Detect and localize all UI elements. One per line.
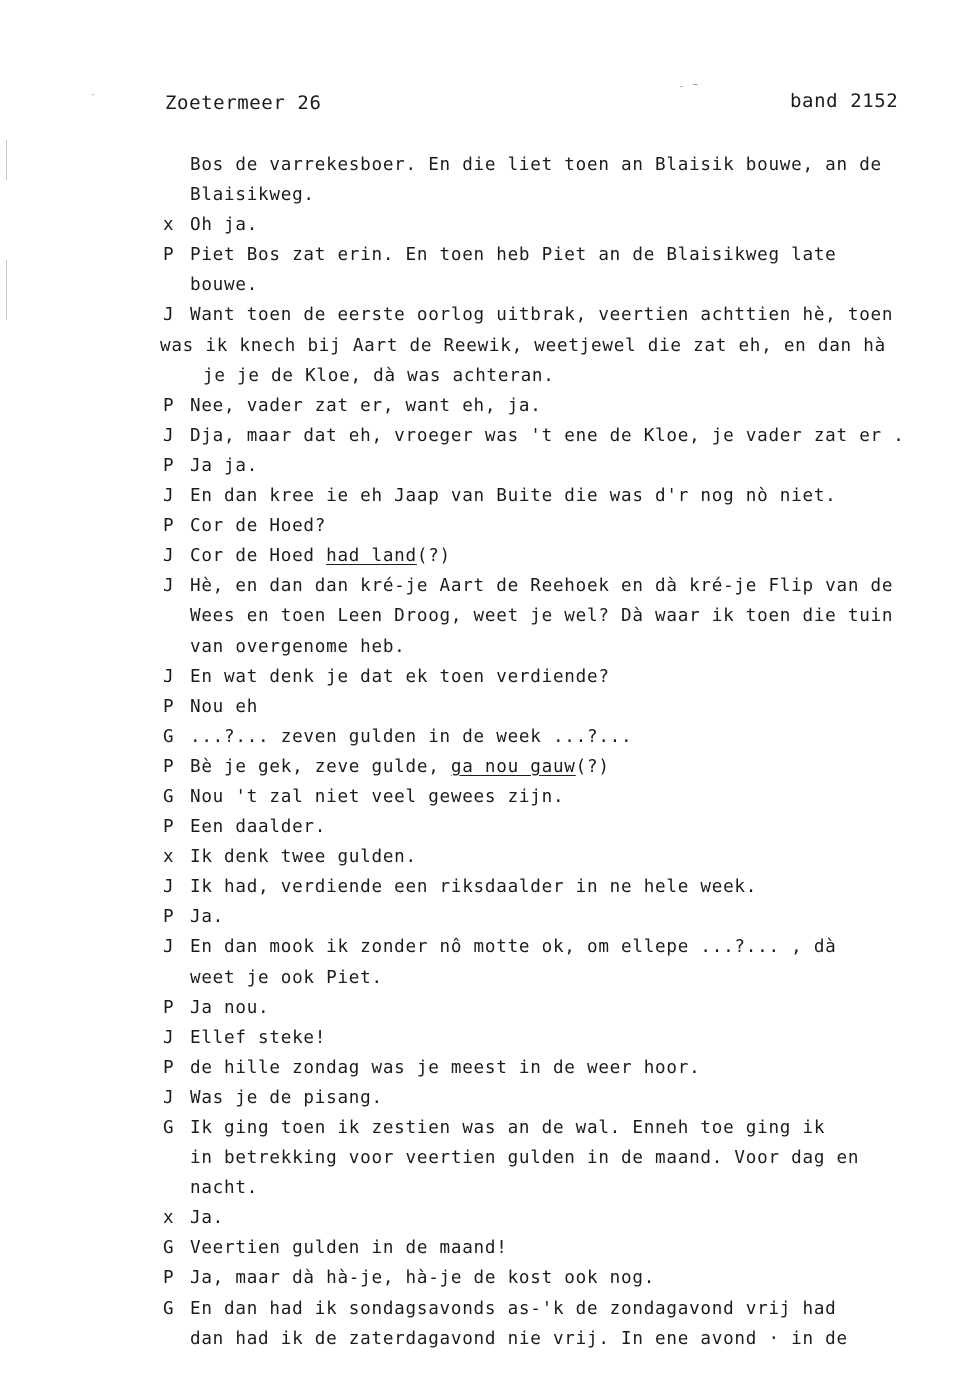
underlined-uncertain-text: had land [326,546,417,567]
transcript-line [163,993,963,1023]
speaker-label: J [163,546,175,567]
transcript-line [163,361,963,391]
transcript-line [163,963,963,993]
utterance-text: Oh ja. [190,215,259,236]
transcript-line [163,632,963,662]
transcript-line [163,1083,963,1113]
header-location: Zoetermeer 26 [165,92,322,114]
transcript-line [163,150,963,180]
transcript-line [163,481,963,511]
speaker-label: J [163,666,175,687]
transcript-line [163,571,963,601]
transcript-line [163,1263,963,1293]
transcript-line [163,782,963,812]
transcript-line [163,872,963,902]
utterance-text: Wees en toen Leen Droog, weet je wel? Dà waar ik toen die tuin [190,606,894,627]
utterance-text: Blaisikweg. [190,185,315,206]
speaker-label: J [163,305,175,326]
utterance-text: de hille zondag was je meest in de weer hoor. [190,1057,701,1078]
transcript-line [163,662,963,692]
transcript-line [163,1023,963,1053]
utterance-text: Ja ja. [190,455,259,476]
transcript-line [163,511,963,541]
speaker-label: J [163,576,175,597]
speaker-label: P [163,455,175,476]
utterance-text: Was je de pisang. [190,1087,383,1108]
utterance-text: En dan kree ie eh Jaap van Buite die was d'r nog nò niet. [190,486,837,507]
speaker-label: G [163,786,175,807]
transcript-line [163,601,963,631]
utterance-text: Nou eh [190,696,259,717]
transcript-line [163,1324,963,1354]
speaker-label: G [163,1298,175,1319]
utterance-text: ...?... zeven gulden in de week ...?... [190,726,633,747]
speaker-label: J [163,877,175,898]
uncertainty-marker: (?) [575,756,610,777]
speaker-label: x [163,215,175,236]
utterance-text: Een daalder. [190,817,327,838]
speaker-label: G [163,726,175,747]
speaker-label: P [163,395,175,416]
utterance-text: Cor de Hoed? [190,516,327,537]
transcript-line [163,1173,963,1203]
transcript-line [163,300,963,330]
speaker-label: P [163,817,175,838]
speaker-label: P [163,516,175,537]
utterance-text: bouwe. [190,275,259,296]
transcript-line [160,331,963,361]
scan-speck [693,84,698,85]
utterance-text: was ik knech bij Aart de Reewik, weetjewel die zat eh, en dan hà [160,335,886,356]
utterance-text: Bos de varrekesboer. En die liet toen an Blaisik bouwe, an de [190,155,882,175]
utterance-text: Dja, maar dat eh, vroeger was 't ene de Kloe, je vader zat er . [190,425,905,446]
transcript-body [160,150,963,1354]
utterance-text: Ellef steke! [190,1027,327,1048]
speaker-label: J [163,1087,175,1108]
utterance-text: Ja, maar dà hà-je, hà-je de kost ook nog. [190,1268,656,1289]
transcript-line [163,842,963,872]
speaker-label: P [163,997,175,1018]
transcript-line [163,421,963,451]
utterance-text: Ja. [190,1208,225,1229]
utterance-text: En wat denk je dat ek toen verdiende? [190,666,610,687]
transcript-line [163,1143,963,1173]
transcript-line [163,210,963,240]
utterance-text: Ja. [190,907,225,928]
speaker-label: x [163,1208,175,1229]
scan-edge-mark [6,140,7,180]
utterance-text: Ik had, verdiende een riksdaalder in ne hele week. [190,877,758,898]
header-tape-number: band 2152 [790,90,899,112]
speaker-label: J [163,937,175,958]
transcript-line [163,722,963,752]
transcript-line [163,1233,963,1263]
speaker-label: x [163,847,175,868]
transcript-line [163,932,963,962]
utterance-text: Bè je gek, zeve gulde, [190,756,451,777]
scan-edge-mark [6,260,7,320]
transcript-line [163,1294,963,1324]
transcript-line [163,752,963,782]
speaker-label: P [163,907,175,928]
utterance-text: Piet Bos zat erin. En toen heb Piet an de Blaisikweg late [190,245,837,266]
speaker-label: G [163,1118,175,1138]
speaker-label: P [163,1057,175,1078]
utterance-text: je je de Kloe, dà was achteran. [203,365,555,386]
speaker-label: J [163,1027,175,1048]
transcript-line [163,692,963,722]
utterance-text: Nou 't zal niet veel gewees zijn. [190,786,565,807]
speaker-label: G [163,1238,175,1259]
utterance-text: Veertien gulden in de maand! [190,1238,508,1259]
transcript-line [163,812,963,842]
speaker-label: P [163,1268,175,1289]
utterance-text: nacht. [190,1178,259,1199]
utterance-text: Want toen de eerste oorlog uitbrak, veertien achttien hè, toen [190,305,894,326]
transcript-line [163,180,963,210]
transcript-line [163,541,963,571]
transcript-line [163,1203,963,1233]
transcript-line [163,1113,963,1143]
transcript-line [163,391,963,421]
utterance-text: En dan mook ik zonder nô motte ok, om ellepe ...?... , dà [190,937,837,958]
scan-speck [680,86,683,87]
transcript-line [163,451,963,481]
utterance-text: Cor de Hoed [190,546,327,567]
uncertainty-marker: (?) [416,546,451,567]
speaker-label: J [163,425,175,446]
underlined-uncertain-text: ga nou gauw [450,756,576,777]
utterance-text: En dan had ik sondagsavonds as-'k de zondagavond vrij had [190,1298,837,1319]
transcript-line [163,270,963,300]
transcript-line [163,240,963,270]
transcript-line [163,1053,963,1083]
speaker-label: P [163,245,175,266]
utterance-text: Ja nou. [190,997,270,1018]
utterance-text: weet je ook Piet. [190,967,383,988]
utterance-text: in betrekking voor veertien gulden in de maand. Voor dag en [190,1148,860,1169]
scan-speck [92,94,94,95]
utterance-text: dan had ik de zaterdagavond nie vrij. In ene avond · in de [190,1328,848,1349]
utterance-text: Ik ging toen ik zestien was an de wal. Enneh toe ging ik [190,1118,826,1138]
speaker-label: P [163,756,175,777]
utterance-text: Nee, vader zat er, want eh, ja. [190,395,542,416]
speaker-label: P [163,696,175,717]
utterance-text: Ik denk twee gulden. [190,847,417,868]
transcript-line [163,902,963,932]
speaker-label: J [163,486,175,507]
utterance-text: van overgenome heb. [190,636,406,657]
utterance-text: Hè, en dan dan kré-je Aart de Reehoek en dà kré-je Flip van de [190,576,894,597]
